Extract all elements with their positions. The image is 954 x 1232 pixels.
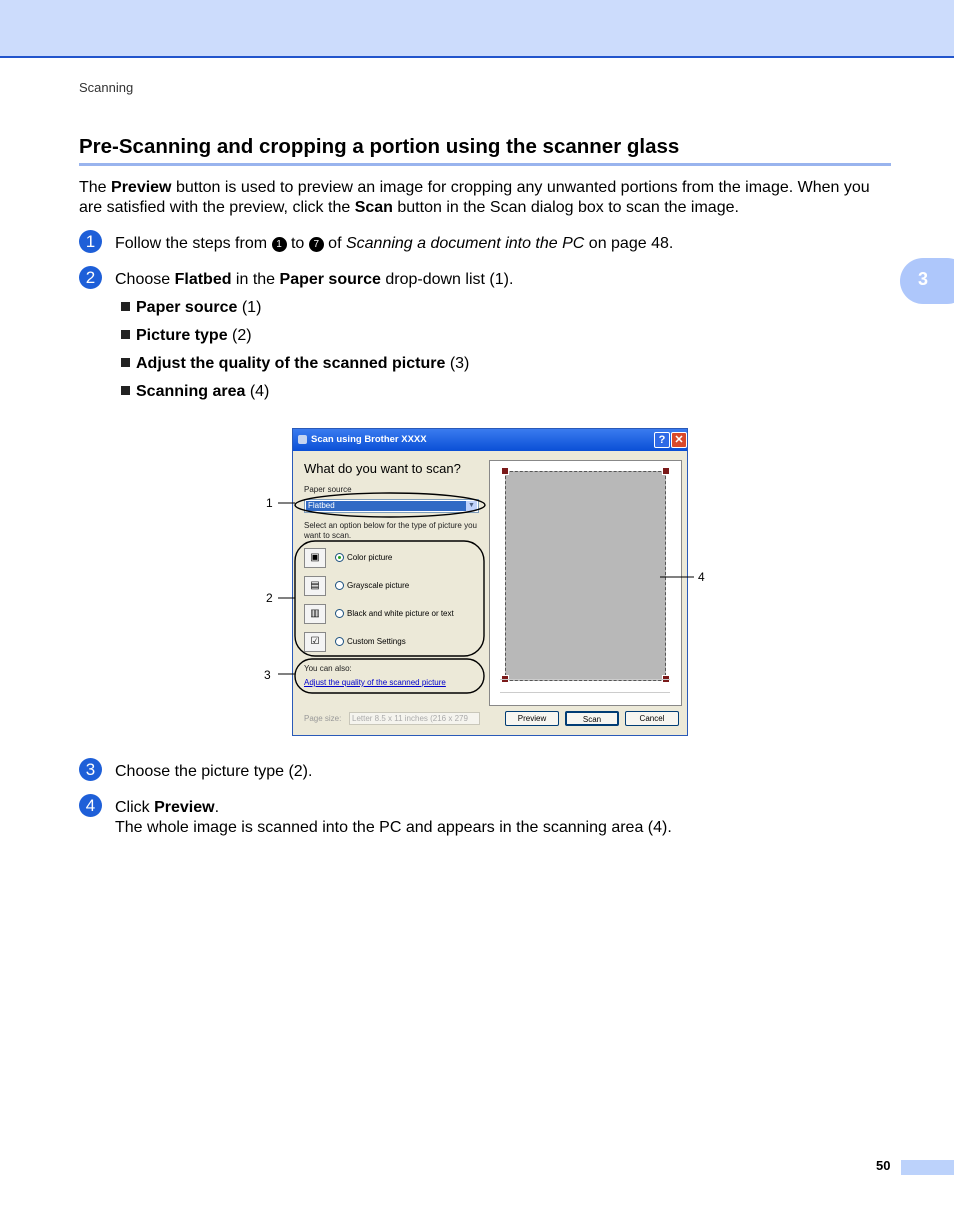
dialog-question: What do you want to scan?	[304, 461, 461, 476]
radio-grayscale-picture[interactable]	[335, 581, 344, 590]
option-custom-settings[interactable]	[304, 632, 484, 652]
crop-handle[interactable]	[501, 467, 509, 475]
help-button[interactable]: ?	[654, 432, 670, 448]
select-hint: Select an option below for the type of picture you	[304, 521, 477, 530]
chapter-tab	[900, 258, 954, 304]
dialog-title: Scan using Brother XXXX	[311, 434, 427, 445]
scan-area-ruler	[500, 679, 670, 693]
adjust-quality-link[interactable]: Adjust the quality of the scanned picture	[304, 678, 446, 687]
scan-dialog	[292, 428, 688, 736]
grayscale-picture-icon[interactable]: ▤	[304, 576, 326, 596]
cancel-button[interactable]: Cancel	[625, 711, 679, 726]
preview-button[interactable]: Preview	[505, 711, 559, 726]
bw-picture-icon[interactable]: ▥	[304, 604, 326, 624]
step-text: Choose Flatbed in the Paper source drop-down list (1).	[115, 271, 514, 288]
scanner-icon	[298, 435, 307, 444]
breadcrumb: Scanning	[79, 80, 134, 95]
page-size-label: Page size:	[304, 714, 342, 723]
step-text: Choose the picture type (2).	[115, 763, 313, 780]
bullet-square-icon	[121, 330, 130, 339]
custom-settings-icon[interactable]: ☑	[304, 632, 326, 652]
step-text: Click Preview.	[115, 799, 220, 816]
paper-source-dropdown[interactable]	[304, 499, 479, 513]
list-item: Scanning area (4)	[121, 382, 469, 410]
callout-label-1: 1	[266, 496, 273, 510]
dialog-titlebar	[293, 429, 687, 451]
close-button[interactable]: ✕	[671, 432, 687, 448]
radio-custom-settings[interactable]	[335, 637, 344, 646]
paper-source-value: Flatbed	[306, 501, 467, 511]
callout-label-3: 3	[264, 668, 271, 682]
scanning-area[interactable]	[489, 460, 682, 706]
callout-label-2: 2	[266, 591, 273, 605]
footer-bar	[901, 1160, 954, 1175]
bullet-square-icon	[121, 386, 130, 395]
paper-source-label: Paper source	[304, 485, 352, 494]
option-grayscale-picture[interactable]	[304, 576, 484, 596]
option-label: Color picture	[347, 553, 393, 562]
option-bw-picture[interactable]	[304, 604, 484, 624]
list-item: Paper source (1)	[121, 298, 469, 326]
step-text: Follow the steps from 1 to 7 of Scanning a document into the PC on page 48.	[115, 235, 674, 252]
select-hint: want to scan.	[304, 531, 352, 540]
page-number: 50	[876, 1158, 891, 1173]
option-label: Black and white picture or text	[347, 609, 454, 618]
scan-button[interactable]: Scan	[565, 711, 619, 726]
bullet-square-icon	[121, 302, 130, 311]
option-label: Custom Settings	[347, 637, 406, 646]
title-rule	[79, 163, 891, 166]
section-title: Pre-Scanning and cropping a portion using the scanner glass	[79, 135, 680, 158]
step-text-line2: The whole image is scanned into the PC and appears in the scanning area (4).	[115, 819, 672, 836]
step-number-badge: 3	[79, 758, 102, 781]
radio-bw-picture[interactable]	[335, 609, 344, 618]
chapter-number: 3	[918, 269, 929, 289]
page-size-dropdown[interactable]: Letter 8.5 x 11 inches (216 x 279	[349, 712, 480, 725]
chevron-down-icon[interactable]: ▼	[466, 501, 477, 511]
step-number-badge: 4	[79, 794, 102, 817]
preview-image	[505, 471, 666, 681]
step-number-badge: 2	[79, 266, 102, 289]
step-ref-badge: 7	[309, 237, 324, 252]
list-item: Picture type (2)	[121, 326, 469, 354]
step-number-badge: 1	[79, 230, 102, 253]
callout-label-4: 4	[698, 570, 705, 584]
intro-paragraph: The Preview button is used to preview an image for cropping any unwanted portions from the image. When you are satisfied with the preview, click the Scan button in the Scan dialog box to scan the image.	[79, 179, 870, 216]
you-can-also-label: You can also:	[304, 664, 352, 673]
bullet-square-icon	[121, 358, 130, 367]
header-band	[0, 0, 954, 58]
option-color-picture[interactable]	[304, 548, 484, 568]
list-item: Adjust the quality of the scanned picture (3)	[121, 354, 469, 382]
step-ref-badge: 1	[272, 237, 287, 252]
feature-list	[121, 298, 469, 410]
color-picture-icon[interactable]: ▣	[304, 548, 326, 568]
option-label: Grayscale picture	[347, 581, 410, 590]
crop-handle[interactable]	[662, 467, 670, 475]
radio-color-picture[interactable]	[335, 553, 344, 562]
